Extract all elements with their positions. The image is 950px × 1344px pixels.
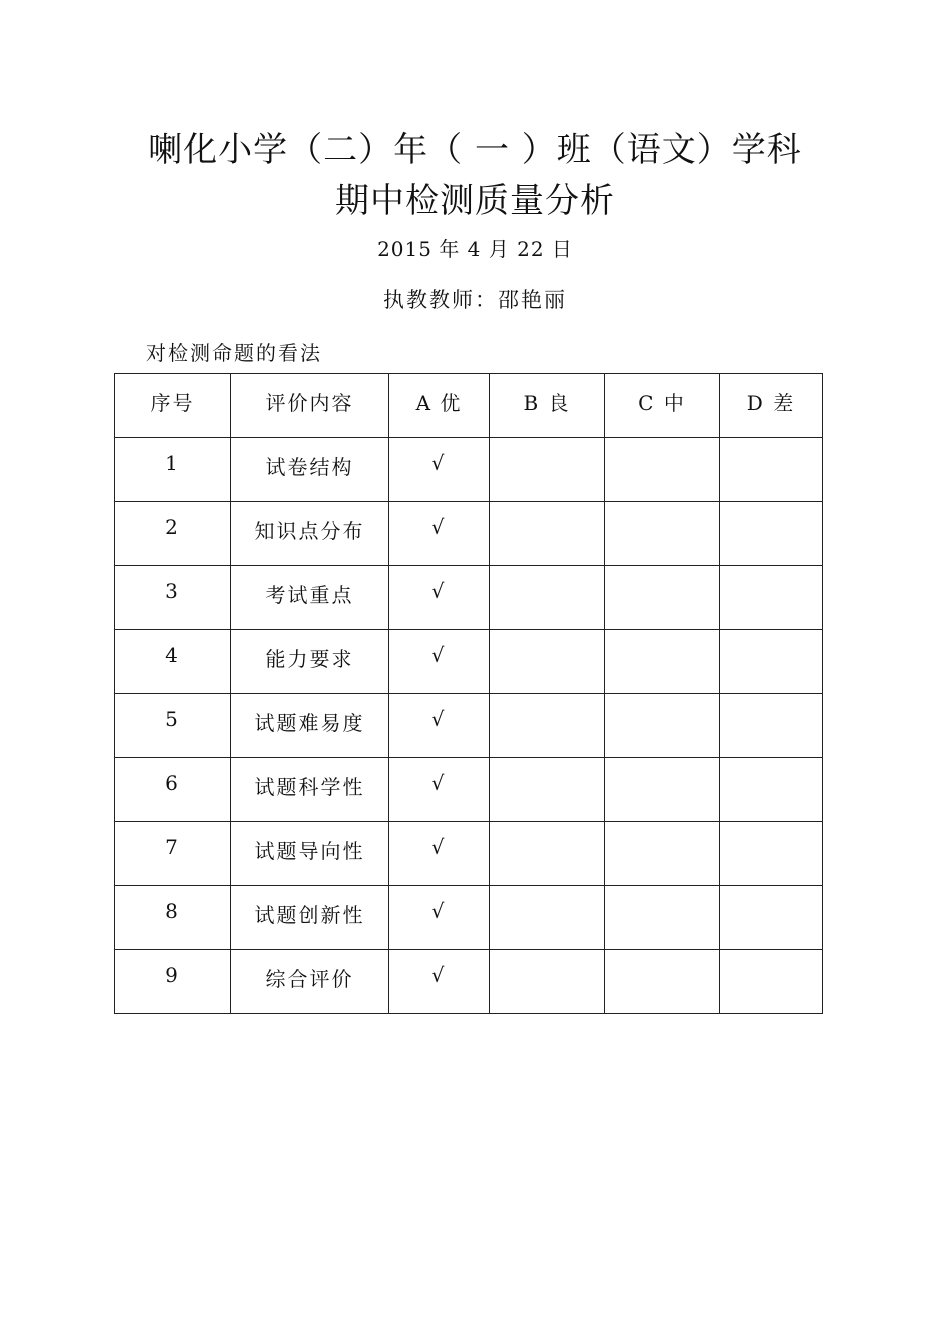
row-item: 能力要求 — [231, 630, 389, 694]
table-row — [115, 694, 823, 758]
row-grade-b — [490, 950, 605, 1014]
table-row — [115, 950, 823, 1014]
header-grade-a: A 优 — [389, 374, 490, 438]
row-grade-a: √ — [389, 502, 490, 566]
row-number: 6 — [115, 758, 231, 822]
header-number: 序号 — [115, 374, 231, 438]
page-subtitle: 期中检测质量分析 — [335, 181, 615, 221]
row-grade-a: √ — [389, 630, 490, 694]
row-grade-c — [605, 438, 720, 502]
row-grade-c — [605, 694, 720, 758]
row-grade-a: √ — [389, 950, 490, 1014]
row-grade-d — [720, 694, 823, 758]
row-item: 试题创新性 — [231, 886, 389, 950]
row-grade-b — [490, 502, 605, 566]
table-row — [115, 502, 823, 566]
table-row — [115, 630, 823, 694]
row-grade-c — [605, 950, 720, 1014]
row-grade-d — [720, 438, 823, 502]
row-grade-d — [720, 886, 823, 950]
row-item: 综合评价 — [231, 950, 389, 1014]
row-grade-b — [490, 694, 605, 758]
row-number: 2 — [115, 502, 231, 566]
table-row — [115, 822, 823, 886]
row-item: 试题难易度 — [231, 694, 389, 758]
row-number: 4 — [115, 630, 231, 694]
row-item: 试卷结构 — [231, 438, 389, 502]
row-number: 1 — [115, 438, 231, 502]
row-number: 7 — [115, 822, 231, 886]
row-grade-d — [720, 758, 823, 822]
row-grade-d — [720, 822, 823, 886]
row-grade-b — [490, 822, 605, 886]
row-grade-b — [490, 438, 605, 502]
row-grade-d — [720, 630, 823, 694]
row-grade-a: √ — [389, 694, 490, 758]
section-heading: 对检测命题的看法 — [146, 341, 322, 365]
table-row — [115, 566, 823, 630]
row-grade-c — [605, 630, 720, 694]
row-grade-d — [720, 950, 823, 1014]
row-grade-a: √ — [389, 886, 490, 950]
teacher-name: 执教教师：邵艳丽 — [383, 288, 567, 312]
table-row — [115, 886, 823, 950]
report-date: 2015 年 4 月 22 日 — [377, 237, 573, 261]
row-grade-a: √ — [389, 822, 490, 886]
evaluation-table — [114, 373, 823, 1014]
row-grade-b — [490, 886, 605, 950]
row-grade-c — [605, 758, 720, 822]
row-item: 试题导向性 — [231, 822, 389, 886]
row-grade-a: √ — [389, 758, 490, 822]
row-grade-b — [490, 566, 605, 630]
row-grade-c — [605, 886, 720, 950]
table-header-row — [115, 374, 823, 438]
header-item: 评价内容 — [231, 374, 389, 438]
row-grade-c — [605, 566, 720, 630]
header-grade-c: C 中 — [605, 374, 720, 438]
header-grade-d: D 差 — [720, 374, 823, 438]
row-number: 5 — [115, 694, 231, 758]
row-grade-a: √ — [389, 566, 490, 630]
row-grade-c — [605, 822, 720, 886]
row-item: 试题科学性 — [231, 758, 389, 822]
row-grade-c — [605, 502, 720, 566]
row-grade-a: √ — [389, 438, 490, 502]
page-title: 喇化小学（二）年（ 一 ）班（语文）学科 — [148, 130, 802, 170]
table-row — [115, 758, 823, 822]
row-number: 8 — [115, 886, 231, 950]
row-item: 知识点分布 — [231, 502, 389, 566]
row-number: 3 — [115, 566, 231, 630]
row-item: 考试重点 — [231, 566, 389, 630]
table-row — [115, 438, 823, 502]
row-number: 9 — [115, 950, 231, 1014]
row-grade-d — [720, 502, 823, 566]
row-grade-b — [490, 758, 605, 822]
row-grade-b — [490, 630, 605, 694]
header-grade-b: B 良 — [490, 374, 605, 438]
row-grade-d — [720, 566, 823, 630]
